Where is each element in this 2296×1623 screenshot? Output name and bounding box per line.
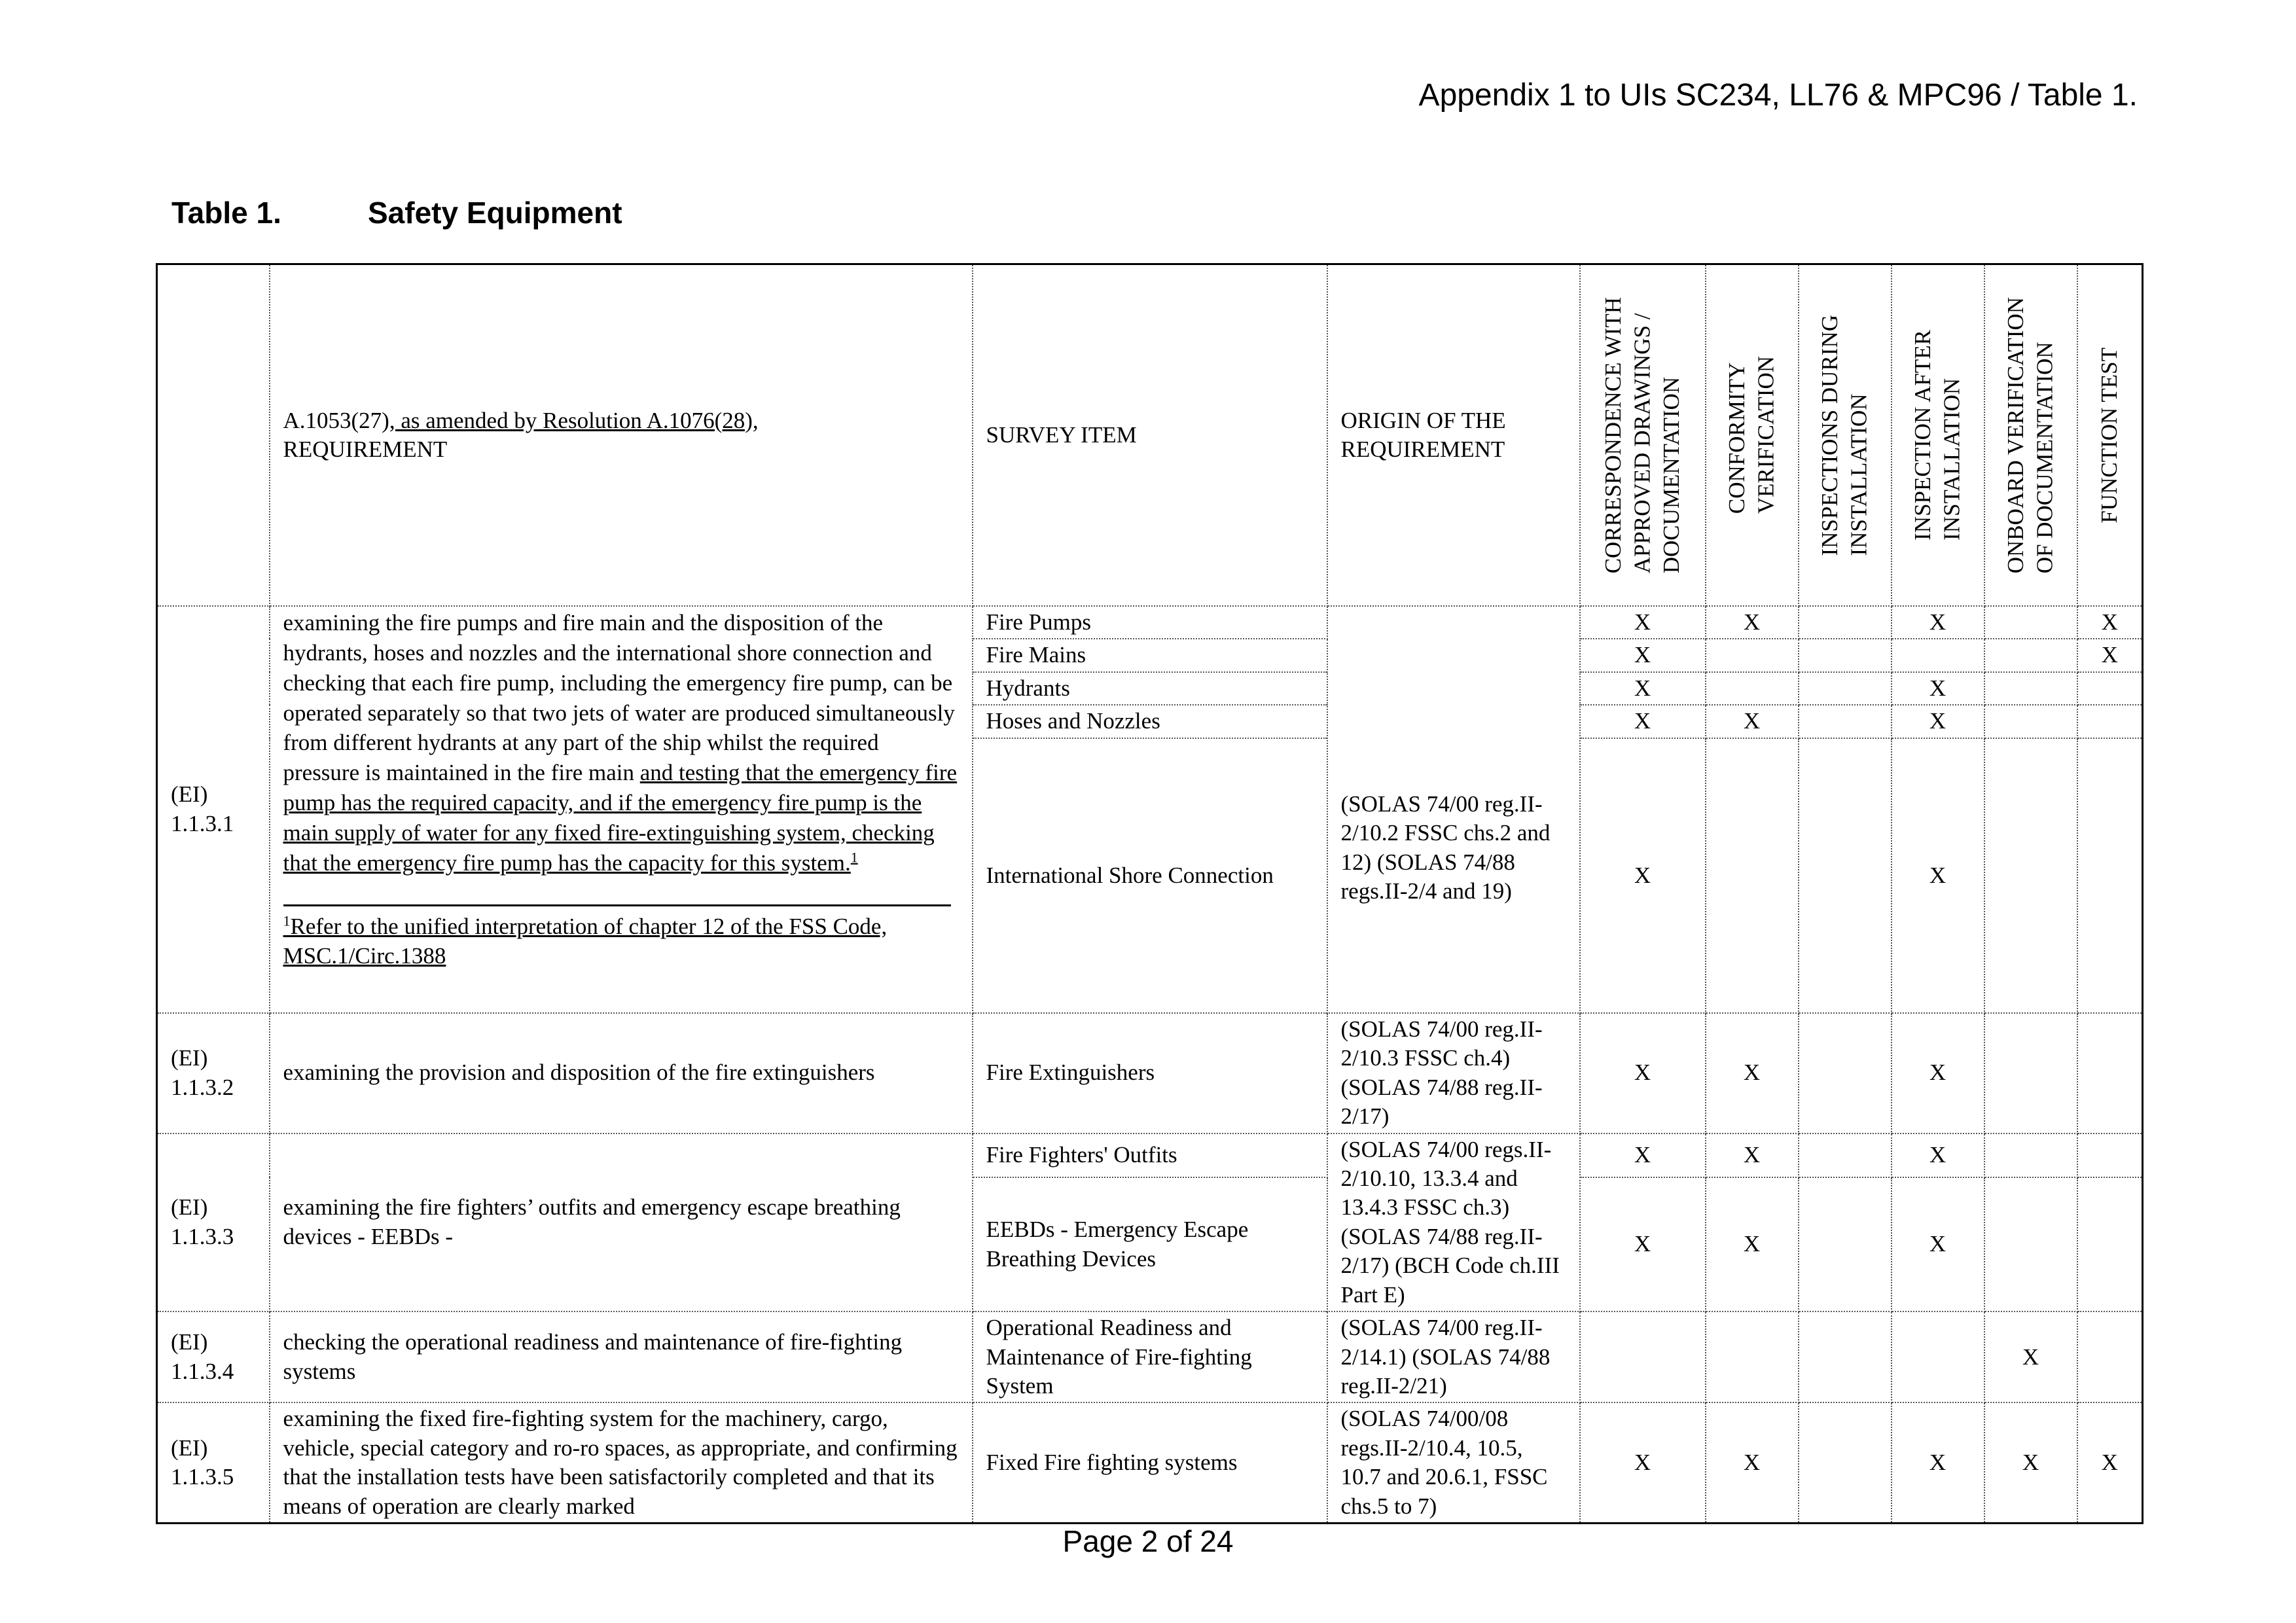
row-ref: (EI) 1.1.3.2: [157, 1013, 270, 1133]
header-requirement: [270, 264, 973, 607]
row-requirement: [270, 606, 973, 1013]
table-label: Table 1.: [171, 196, 281, 230]
header-conformity: [1706, 264, 1799, 607]
row-ref: (EI) 1.1.3.3: [157, 1133, 270, 1312]
row-ref: (EI) 1.1.3.5: [157, 1402, 270, 1523]
mark-cell: [1799, 1177, 1892, 1311]
row-origin: (SOLAS 74/00/08 regs.II-2/10.4, 10.5, 10.7 and 20.6.1, FSSC chs.5 to 7): [1327, 1402, 1580, 1523]
mark-cell: [1799, 672, 1892, 705]
survey-item: International Shore Connection: [973, 738, 1327, 1013]
mark-cell: [1580, 1311, 1706, 1402]
footnote-mark: 1: [850, 849, 858, 866]
header-inspections-during-label: INSPECTIONS DURING INSTALLATION: [1817, 314, 1872, 556]
row-requirement: checking the operational readiness and maintenance of fire-fighting systems: [270, 1311, 973, 1402]
mark-cell: [2077, 672, 2143, 705]
row-requirement: examining the provision and disposition of the fire extinguishers: [270, 1013, 973, 1133]
mark-cell: [1892, 1311, 1984, 1402]
table-caption: [171, 195, 622, 230]
mark-cell: [1892, 639, 1984, 671]
requirement-text: examining the fire pumps and fire main and the disposition of the hydrants, hoses and nozzles and the international shore connection and checking that each fire pump, including the emergency fire pump, can be operated separately so that two jets of water are produced simultaneously from different hydrants at any part of the ship whilst the required pressure is maintained in the fire main: [283, 610, 955, 786]
row-origin: (SOLAS 74/00 reg.II-2/14.1) (SOLAS 74/88 reg.II-2/21): [1327, 1311, 1580, 1402]
survey-item: Hoses and Nozzles: [973, 705, 1327, 738]
mark-cell: [1799, 738, 1892, 1013]
table-header-row: [157, 264, 2143, 607]
mark-cell: [1799, 1311, 1892, 1402]
survey-item: Fire Pumps: [973, 606, 1327, 639]
mark-cell: X: [1892, 738, 1984, 1013]
mark-cell: [1984, 1013, 2077, 1133]
mark-cell: [2077, 705, 2143, 738]
row-ref: (EI) 1.1.3.1: [157, 606, 270, 1013]
table-row: [157, 1402, 2143, 1523]
survey-item: Fire Fighters' Outfits: [973, 1133, 1327, 1177]
mark-cell: X: [1706, 1402, 1799, 1523]
mark-cell: X: [1580, 1402, 1706, 1523]
row-origin: (SOLAS 74/00 regs.II-2/10.10, 13.3.4 and 13.4.3 FSSC ch.3) (SOLAS 74/88 reg.II-2/17) (BCH Code ch.III Part E): [1327, 1133, 1580, 1312]
mark-cell: [1984, 606, 2077, 639]
survey-item: Fixed Fire fighting systems: [973, 1402, 1327, 1523]
table-row: [157, 1013, 2143, 1133]
mark-cell: X: [1706, 1177, 1799, 1311]
mark-cell: [2077, 1311, 2143, 1402]
header-function-test-label: FUNCTION TEST: [2096, 347, 2123, 524]
header-onboard-label: ONBOARD VERIFICATION OF DOCUMENTATION: [2003, 296, 2058, 574]
mark-cell: X: [2077, 606, 2143, 639]
mark-cell: X: [1706, 705, 1799, 738]
survey-item: Hydrants: [973, 672, 1327, 705]
mark-cell: [1706, 1311, 1799, 1402]
mark-cell: X: [1706, 1013, 1799, 1133]
mark-cell: [2077, 738, 2143, 1013]
mark-cell: [1799, 606, 1892, 639]
mark-cell: X: [1580, 672, 1706, 705]
mark-cell: X: [1892, 606, 1984, 639]
mark-cell: X: [1892, 1402, 1984, 1523]
safety-equipment-table: [156, 263, 2144, 1524]
mark-cell: [1706, 738, 1799, 1013]
survey-item: Operational Readiness and Maintenance of Fire-fighting System: [973, 1311, 1327, 1402]
mark-cell: X: [1580, 705, 1706, 738]
mark-cell: X: [1892, 672, 1984, 705]
header-survey-item: SURVEY ITEM: [973, 264, 1327, 607]
header-requirement-amendment: , as amended by Resolution A.1076(28),: [389, 407, 759, 433]
header-requirement-code: A.1053(27): [283, 407, 389, 433]
mark-cell: X: [1580, 738, 1706, 1013]
mark-cell: [1984, 1177, 2077, 1311]
mark-cell: [1706, 639, 1799, 671]
mark-cell: [1706, 672, 1799, 705]
header-inspection-after-label: INSPECTION AFTER INSTALLATION: [1910, 330, 1965, 541]
mark-cell: X: [2077, 1402, 2143, 1523]
mark-cell: X: [1984, 1311, 2077, 1402]
header-ref-cell: [157, 264, 270, 607]
mark-cell: [1984, 672, 2077, 705]
mark-cell: X: [1580, 1177, 1706, 1311]
row-ref: (EI) 1.1.3.4: [157, 1311, 270, 1402]
page-footer: Page 2 of 24: [1062, 1524, 1234, 1558]
header-correspondence: [1580, 264, 1706, 607]
mark-cell: [1799, 1013, 1892, 1133]
mark-cell: X: [1580, 606, 1706, 639]
mark-cell: [1799, 639, 1892, 671]
footnote-text: Refer to the unified interpretation of chapter 12 of the FSS Code, MSC.1/Circ.1388: [283, 913, 888, 969]
footnote-divider: [283, 904, 951, 906]
mark-cell: X: [1580, 639, 1706, 671]
footnote: [283, 912, 959, 972]
header-requirement-label: REQUIREMENT: [283, 437, 448, 462]
mark-cell: [1984, 738, 2077, 1013]
mark-cell: [1799, 1133, 1892, 1177]
page-header: Appendix 1 to UIs SC234, LL76 & MPC96 / Table 1.: [1418, 78, 2138, 113]
mark-cell: X: [1984, 1402, 2077, 1523]
row-origin: (SOLAS 74/00 reg.II-2/10.3 FSSC ch.4) (SOLAS 74/88 reg.II-2/17): [1327, 1013, 1580, 1133]
mark-cell: X: [1580, 1013, 1706, 1133]
mark-cell: X: [2077, 639, 2143, 671]
mark-cell: X: [1706, 1133, 1799, 1177]
mark-cell: X: [1706, 606, 1799, 639]
table-row: [157, 1133, 2143, 1177]
table-row: [157, 606, 2143, 639]
mark-cell: [1984, 639, 2077, 671]
header-onboard: [1984, 264, 2077, 607]
row-requirement: examining the fixed fire-fighting system for the machinery, cargo, vehicle, special category and ro-ro spaces, as appropriate, and confirming that the installation tests have been satisfactorily completed and that its means of operation are clearly marked: [270, 1402, 973, 1523]
mark-cell: X: [1580, 1133, 1706, 1177]
survey-item: EEBDs - Emergency Escape Breathing Devices: [973, 1177, 1327, 1311]
table-title: Safety Equipment: [368, 196, 622, 230]
mark-cell: [1799, 1402, 1892, 1523]
header-function-test: [2077, 264, 2143, 607]
survey-item: Fire Extinguishers: [973, 1013, 1327, 1133]
header-inspection-after: [1892, 264, 1984, 607]
mark-cell: [2077, 1013, 2143, 1133]
header-origin: ORIGIN OF THE REQUIREMENT: [1327, 264, 1580, 607]
mark-cell: X: [1892, 1013, 1984, 1133]
mark-cell: [2077, 1177, 2143, 1311]
header-correspondence-label: CORRESPONDENCE WITH APPROVED DRAWINGS / DOCUMENTATION: [1600, 296, 1684, 574]
header-conformity-label: CONFORMITY VERIFICATION: [1724, 356, 1779, 514]
row-origin: (SOLAS 74/00 reg.II-2/10.2 FSSC chs.2 and 12) (SOLAS 74/88 regs.II-2/4 and 19): [1327, 606, 1580, 1013]
mark-cell: X: [1892, 1133, 1984, 1177]
mark-cell: [1799, 705, 1892, 738]
mark-cell: [1984, 705, 2077, 738]
footnote-number: 1: [283, 912, 291, 929]
survey-item: Fire Mains: [973, 639, 1327, 671]
table-row: [157, 1311, 2143, 1402]
mark-cell: X: [1892, 705, 1984, 738]
mark-cell: X: [1892, 1177, 1984, 1311]
header-inspections-during: [1799, 264, 1892, 607]
requirement-underlined-text: and testing that the emergency fire pump has the required capacity, and if the emergency fire pump is the main supply of water for any fixed fire-extinguishing system, checking that the emergency fire pump has the capacity for this system.: [283, 760, 958, 876]
mark-cell: [1984, 1133, 2077, 1177]
mark-cell: [2077, 1133, 2143, 1177]
row-requirement: examining the fire fighters’ outfits and emergency escape breathing devices - EEBDs -: [270, 1133, 973, 1312]
